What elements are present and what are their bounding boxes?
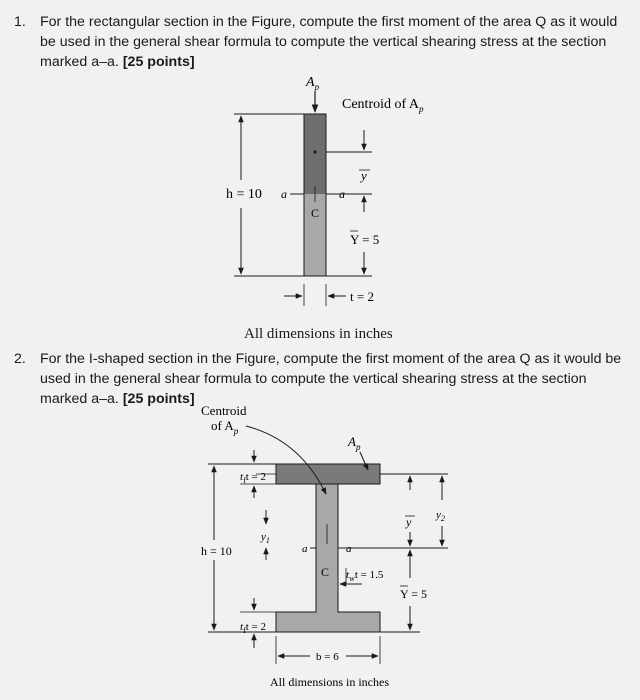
- question-2-number: 2.: [14, 351, 26, 367]
- ap-label: $A_p$: [306, 75, 320, 92]
- centroid-of-ap-label: Centroid of $A_p$: [342, 97, 424, 114]
- centroid-of-ap-label-2: Centroid: [201, 403, 247, 418]
- centroid-c-label-2: C: [321, 565, 330, 579]
- section-a-left: a: [281, 187, 287, 201]
- t-label: t = 2: [350, 289, 374, 304]
- area-ap-shaded: [304, 114, 326, 194]
- h-label-2: h = 10: [201, 544, 232, 558]
- y1-label: $y_1$: [261, 531, 270, 545]
- question-1-points: [25 points]: [122, 54, 195, 70]
- h-label: h = 10: [226, 187, 262, 202]
- ap-label-2: $A_p$: [348, 434, 361, 452]
- question-1-number: 1.: [14, 14, 26, 30]
- question-1-text: For the rectangular section in the Figure, compute the first moment of the area Q as it would be used in the general shear formula to compute the vertical shearing stress at the section marked a–a.: [40, 14, 618, 70]
- centroid-of-ap-label-2b: of $A_p$: [211, 418, 239, 436]
- tw-label: $t_wt = 1.5$: [346, 569, 384, 583]
- question-2-text: For the I-shaped section in the Figure, compute the first moment of the area Q as it would be used in the general shear formula to compute the vertical shearing stress at the section marked a–a.: [40, 351, 622, 407]
- i-beam-top-flange-ap: [276, 464, 380, 484]
- ybar-5-label: Y = 5: [350, 232, 380, 247]
- section-a-right: a: [339, 187, 345, 201]
- tf-top-label: $t_ft = 2$: [240, 471, 266, 485]
- b-label: b = 6: [316, 651, 339, 663]
- section-a-left-2: a: [302, 543, 308, 555]
- tf-bottom-label: $t_ft = 2$: [240, 621, 266, 635]
- section-a-right-2: a: [346, 543, 352, 555]
- ybar-label: y: [361, 168, 367, 183]
- question-2-points: [25 points]: [122, 391, 195, 407]
- ybar-5-label-2: Y = 5: [400, 587, 427, 601]
- dims-note-2: All dimensions in inches: [270, 675, 389, 689]
- dims-note-1: All dimensions in inches: [244, 326, 393, 342]
- ybar-label-2: y: [406, 515, 412, 529]
- y2-label: $y_2$: [436, 509, 445, 523]
- centroid-c-label: C: [311, 206, 320, 220]
